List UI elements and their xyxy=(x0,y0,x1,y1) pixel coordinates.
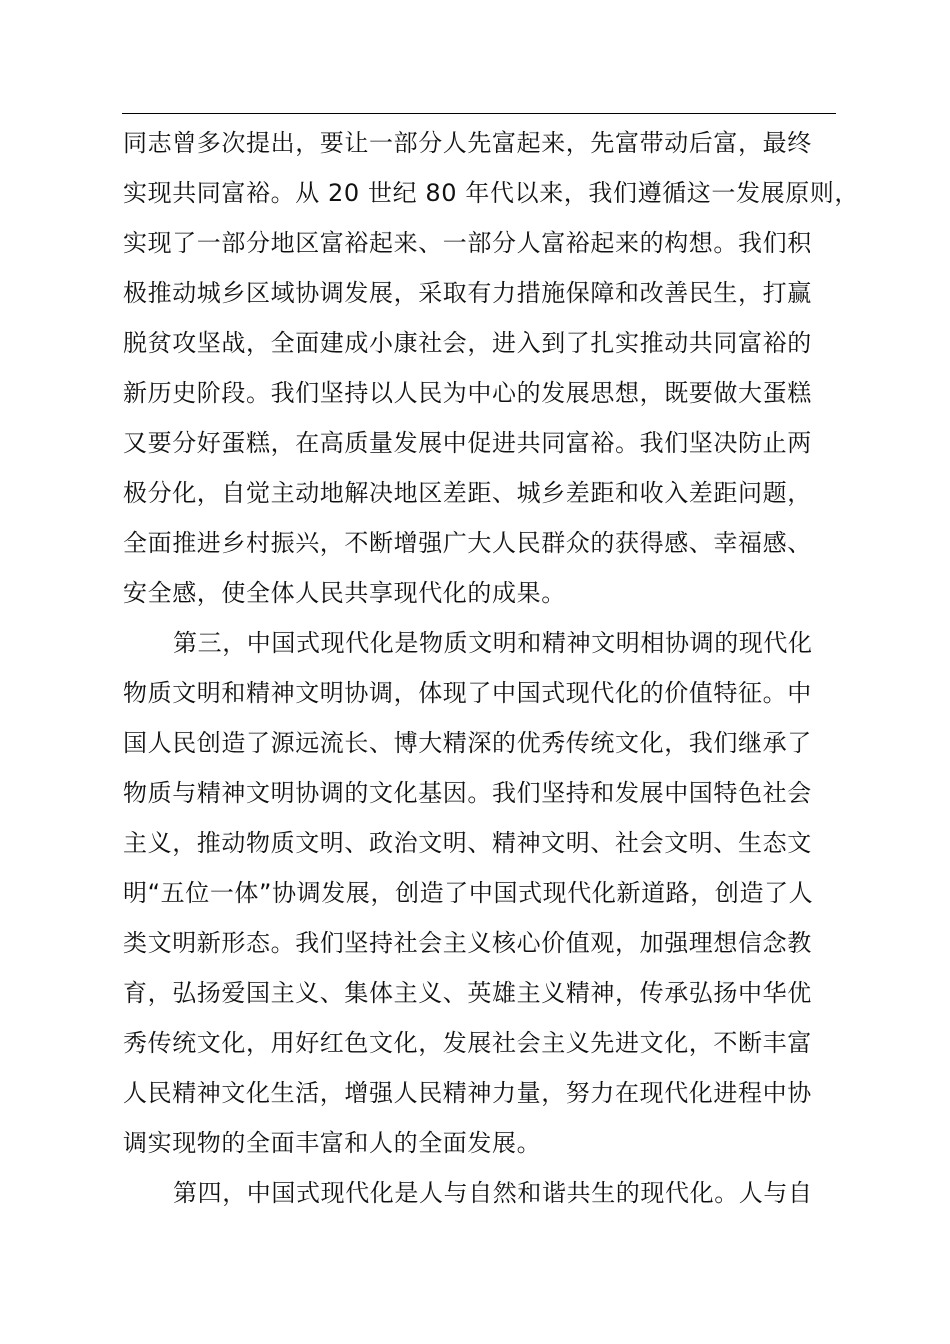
text-line: 国人民创造了源远流长、博大精深的优秀传统文化，我们继承了 xyxy=(123,729,812,757)
text-line: 脱贫攻坚战，全面建成小康社会，进入到了扎实推动共同富裕的 xyxy=(123,329,812,357)
text-line: 第三，中国式现代化是物质文明和精神文明相协调的现代化 xyxy=(173,629,813,657)
text-line: 全面推进乡村振兴，不断增强广大人民群众的获得感、幸福感、 xyxy=(123,529,812,557)
text-line: 极推动城乡区域协调发展，采取有力措施保障和改善民生，打赢 xyxy=(123,279,812,307)
text-line: 物质文明和精神文明协调，体现了中国式现代化的价值特征。中 xyxy=(123,679,812,707)
text-line: 育，弘扬爱国主义、集体主义、英雄主义精神，传承弘扬中华优 xyxy=(123,979,812,1007)
text-line: 主义，推动物质文明、政治文明、精神文明、社会文明、生态文 xyxy=(123,829,812,857)
text-line: 人民精神文化生活，增强人民精神力量，努力在现代化进程中协 xyxy=(123,1079,812,1107)
text-line: 物质与精神文明协调的文化基因。我们坚持和发展中国特色社会 xyxy=(123,779,812,807)
text-line: 调实现物的全面丰富和人的全面发展。 xyxy=(123,1129,542,1157)
text-line: 安全感，使全体人民共享现代化的成果。 xyxy=(123,579,566,607)
header-rule xyxy=(122,113,836,114)
text-line: 新历史阶段。我们坚持以人民为中心的发展思想，既要做大蛋糕 xyxy=(123,379,812,407)
text-line: 极分化，自觉主动地解决地区差距、城乡差距和收入差距问题， xyxy=(123,479,812,507)
text-line: 同志曾多次提出，要让一部分人先富起来，先富带动后富，最终 xyxy=(123,129,812,157)
text-line: 实现共同富裕。从 20 世纪 80 年代以来，我们遵循这一发展原则， xyxy=(123,179,859,207)
text-line: 类文明新形态。我们坚持社会主义核心价值观，加强理想信念教 xyxy=(123,929,812,957)
text-line: 又要分好蛋糕，在高质量发展中促进共同富裕。我们坚决防止两 xyxy=(123,429,812,457)
body-text xyxy=(123,118,863,1218)
text-line: 实现了一部分地区富裕起来、一部分人富裕起来的构想。我们积 xyxy=(123,229,812,257)
text-line: 秀传统文化，用好红色文化，发展社会主义先进文化，不断丰富 xyxy=(123,1029,812,1057)
text-line: 第四，中国式现代化是人与自然和谐共生的现代化。人与自 xyxy=(173,1179,813,1207)
text-line: 明“五位一体”协调发展，创造了中国式现代化新道路，创造了人 xyxy=(123,879,814,907)
